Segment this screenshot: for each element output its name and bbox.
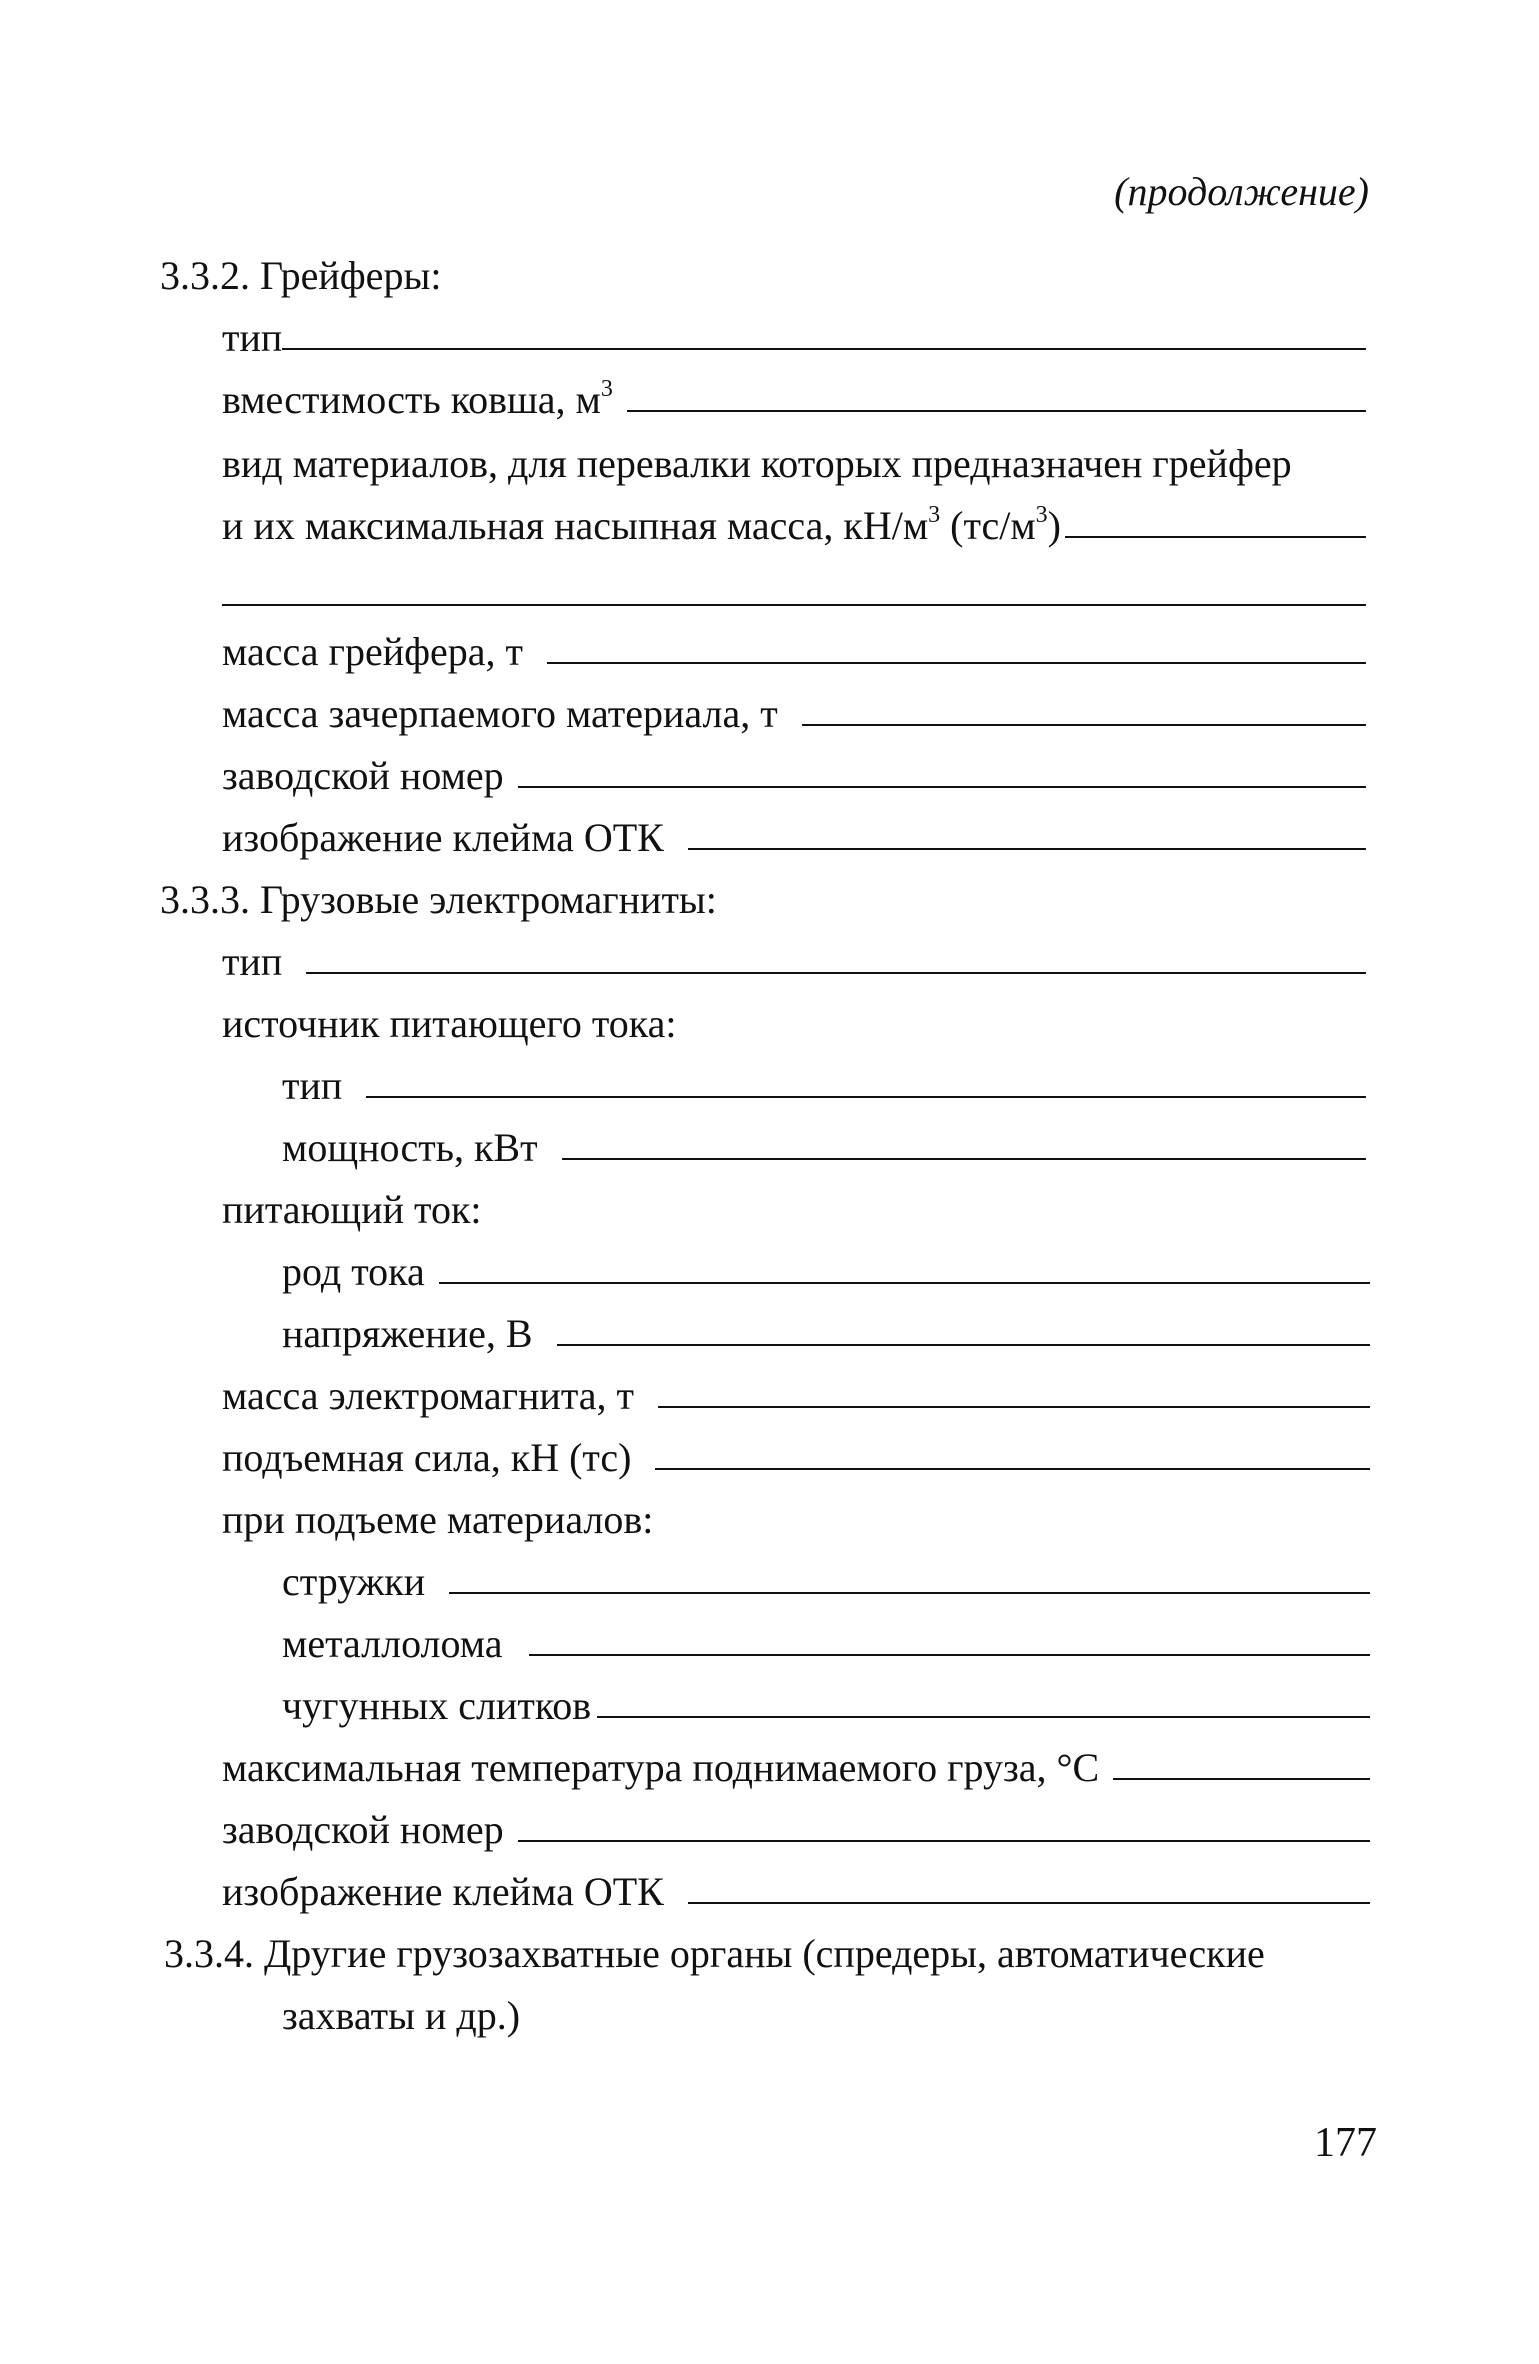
lift-force-field: [222, 1430, 1370, 1478]
power-source-label: источник питающего тока:: [222, 1001, 677, 1046]
magnet-mass-line[interactable]: [658, 1406, 1370, 1408]
magnet-mass-label: масса электромагнита, т: [222, 1373, 635, 1418]
grab-stamp-label: изображение клейма ОТК: [222, 815, 664, 860]
max-temp-field: [222, 1740, 1370, 1788]
supply-current-label: питающий ток:: [222, 1187, 482, 1232]
grab-type-line[interactable]: [282, 348, 1366, 350]
power-field: [282, 1120, 1366, 1168]
grab-mass-line[interactable]: [547, 662, 1366, 664]
ingots-label: чугунных слитков: [282, 1683, 592, 1728]
voltage-line[interactable]: [557, 1344, 1370, 1346]
power-line[interactable]: [562, 1158, 1366, 1160]
magnet-mass-field: [222, 1368, 1370, 1416]
source-type-line[interactable]: [366, 1096, 1366, 1098]
scoop-mass-label: масса зачерпаемого материала, т: [222, 691, 778, 736]
magnet-type-line[interactable]: [306, 972, 1366, 974]
grab-type-label: тип: [222, 315, 283, 360]
magnet-stamp-field: [222, 1864, 1370, 1912]
lift-force-line[interactable]: [655, 1468, 1370, 1470]
current-kind-label: род тока: [282, 1249, 425, 1294]
chips-field: [282, 1554, 1370, 1602]
magnet-stamp-label: изображение клейма ОТК: [222, 1869, 664, 1914]
ingots-field: [282, 1678, 1370, 1726]
materials-field: [222, 498, 1366, 546]
materials-label-line1: вид материалов, для перевалки которых предназначен грейфер: [222, 441, 1292, 486]
grab-serial-field: [222, 748, 1366, 796]
bucket-capacity-label: вместимость ковша, $м^3$: [222, 376, 613, 422]
scrap-field: [282, 1616, 1370, 1664]
grab-serial-line[interactable]: [518, 786, 1366, 788]
scoop-mass-field: [222, 686, 1366, 734]
bucket-capacity-line[interactable]: [627, 410, 1366, 412]
max-temp-line[interactable]: [1113, 1778, 1370, 1780]
section-3-3-4-continuation: захваты и др.): [282, 1993, 521, 2038]
grab-serial-label: заводской номер: [222, 753, 504, 798]
grab-stamp-field: [222, 810, 1366, 858]
voltage-label: напряжение, В: [282, 1311, 533, 1356]
materials-line[interactable]: [1065, 536, 1366, 538]
power-label: мощность, кВт: [282, 1125, 538, 1170]
magnet-serial-field: [222, 1802, 1370, 1850]
magnet-serial-line[interactable]: [518, 1840, 1370, 1842]
max-temp-label: максимальная температура поднимаемого груза, °С: [222, 1745, 1100, 1790]
continuation-note: (продолжение): [1114, 169, 1369, 214]
lifting-materials-label: при подъеме материалов:: [222, 1497, 654, 1542]
grab-mass-label: масса грейфера, т: [222, 629, 524, 674]
grab-mass-field: [222, 624, 1366, 672]
scoop-mass-line[interactable]: [802, 724, 1366, 726]
section-3-3-3-title: 3.3.3. Грузовые электромагниты:: [160, 877, 717, 922]
section-3-3-2-title: 3.3.2. Грейферы:: [160, 253, 442, 298]
current-kind-field: [282, 1244, 1370, 1292]
page-number: 177: [1314, 2120, 1377, 2166]
current-kind-line[interactable]: [439, 1282, 1370, 1284]
magnet-type-field: [222, 934, 1366, 982]
grab-stamp-line[interactable]: [688, 848, 1366, 850]
magnet-type-label: тип: [222, 939, 283, 984]
scrap-line[interactable]: [529, 1654, 1370, 1656]
grab-type-field: [222, 310, 1366, 358]
chips-line[interactable]: [449, 1592, 1370, 1594]
bucket-capacity-field: [222, 372, 1366, 420]
magnet-serial-label: заводской номер: [222, 1807, 504, 1852]
ingots-line[interactable]: [597, 1716, 1370, 1718]
scrap-label: металлолома: [282, 1621, 503, 1666]
source-type-label: тип: [282, 1063, 343, 1108]
voltage-field: [282, 1306, 1370, 1354]
materials-label-line2: и их максимальная насыпная масса, $кН/м^3$ $(тс/м^3)$: [222, 502, 1061, 548]
materials-extra-line[interactable]: [222, 604, 1366, 606]
chips-label: стружки: [282, 1559, 426, 1604]
lift-force-label: подъемная сила, кН (тс): [222, 1435, 632, 1480]
source-type-field: [282, 1058, 1366, 1106]
magnet-stamp-line[interactable]: [688, 1902, 1370, 1904]
section-3-3-4-title: 3.3.4. Другие грузозахватные органы (спредеры, автоматические: [164, 1931, 1265, 1976]
